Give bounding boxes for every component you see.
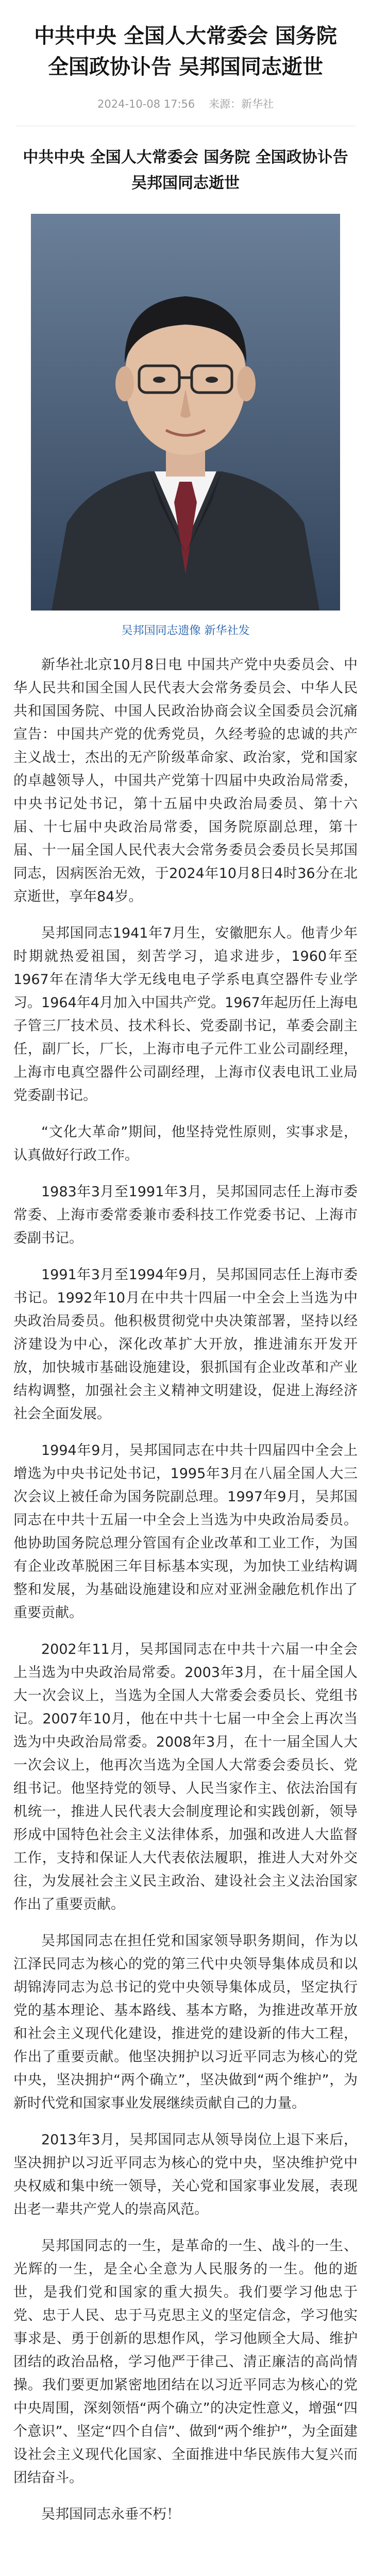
closing-line: 吴邦国同志永垂不朽！ — [41, 2506, 180, 2522]
paragraph: 1991年3月至1994年9月，吴邦国同志任上海市委书记。1992年10月在中共十四届一中全会上当选为中央政治局委员。他积极贯彻党中央决策部署，坚持以经济建设为中心，深化改革扩大开放，推进浦东开发开放，加快城市基础设施建设，狠抓国有企业改革和产业结构调整，加强社会主义精神文明建设，促进上海经济社会全面发展。 — [13, 1267, 358, 1422]
paragraph: 新华社北京10月8日电 中国共产党中央委员会、中华人民共和国全国人民代表大会常务委员会、中华人民共和国国务院、中国人民政治协商会议全国委员会沉痛宣告：中国共产党的优秀党员，久经考验的忠诚的共产主义战士，杰出的无产阶级革命家、政治家，党和国家的卓越领导人，中国共产党第十四届中央政治局常委，中央书记处书记，第十五届中央政治局委员、第十六届、十七届中央政治局常委，国务院原副总理，第十届、十一届全国人民代表大会常务委员会委员长吴邦国同志，因病医治无效，于2024年10月8日4时36分在北京逝世，享年84岁。 — [13, 657, 358, 905]
paragraph: 吴邦国同志的一生，是革命的一生、战斗的一生、光辉的一生，是全心全意为人民服务的一生。他的逝世，是我们党和国家的重大损失。我们要学习他忠于党、忠于人民、忠于马克思主义的坚定信念，学习他实事求是、勇于创新的思想作风，学习他顾全大局、维护团结的政治品格，学习他严于律己、清正廉洁的高尚情操。我们要更加紧密地团结在以习近平同志为核心的党中央周围，深刻领悟“两个确立”的决定性意义，增强“四个意识”、坚定“四个自信”、做到“两个维护”，为全面建设社会主义现代化国家、全面推进中华民族伟大复兴而团结奋斗。 — [13, 2238, 358, 2486]
portrait-photo — [31, 214, 340, 611]
paragraph: 吴邦国同志1941年7月生，安徽肥东人。他青少年时期就热爱祖国，刻苦学习，追求进步，1960年至1967年在清华大学无线电电子学系电真空器件专业学习。1964年4月加入中国共产党。1967年起历任上海电子管三厂技术员、技术科长、党委副书记，革委会副主任，副厂长，厂长，上海市电子元件工业公司副经理，上海市电真空器件公司副经理，上海市仪表电讯工业局党委副书记。 — [13, 925, 358, 1104]
page-title: 中共中央 全国人大常委会 国务院 全国政协讣告 吴邦国同志逝世 — [34, 24, 337, 79]
paragraph: 1983年3月至1991年3月，吴邦国同志任上海市委常委、上海市委常委兼市委科技工作党委书记、上海市委副书记。 — [13, 1184, 358, 1246]
body-heading: 中共中央 全国人大常委会 国务院 全国政协讣告 吴邦国同志逝世 — [23, 148, 348, 192]
photo-caption: 吴邦国同志遗像 新华社发 — [121, 624, 250, 637]
paragraph: 2013年3月，吴邦国同志从领导岗位上退下来后，坚决拥护以习近平同志为核心的党中央，坚决维护党中央权威和集中统一领导，关心党和国家事业发展，表现出老一辈共产党人的崇高风范。 — [13, 2132, 358, 2217]
article-body — [13, 653, 358, 2526]
article-meta — [21, 96, 350, 111]
paragraph: 吴邦国同志在担任党和国家领导职务期间，作为以江泽民同志为核心的党的第三代中央领导集体成员和以胡锦涛同志为总书记的党中央领导集体成员，坚定执行党的基本理论、基本路线、基本方略，为推进改革开放和社会主义现代化建设，推进党的建设新的伟大工程，作出了重要贡献。他坚决拥护以习近平同志为核心的党中央，坚决拥护“两个确立”，坚决做到“两个维护”，为新时代党和国家事业发展继续贡献自己的力量。 — [13, 1933, 358, 2111]
paragraph: 2002年11月，吴邦国同志在中共十六届一中全会上当选为中央政治局常委。2003年3月，在十届全国人大一次会议上，当选为全国人大常委会委员长、党组书记。2007年10月，他在中共十七届一中全会上再次当选为中央政治局常委。2008年3月，在十一届全国人大一次会议上，他再次当选为全国人大常委会委员长、党组书记。他坚持党的领导、人民当家作主、依法治国有机统一，推进人民代表大会制度理论和实践创新，领导形成中国特色社会主义法律体系，加强和改进人大监督工作，支持和保证人大代表依法履职，推进人大对外交往，为发展社会主义民主政治、建设社会主义法治国家作出了重要贡献。 — [13, 1641, 358, 1912]
publish-date: 2024-10-08 17:56 — [97, 98, 195, 110]
article-source: 来源：新华社 — [208, 98, 274, 110]
portrait-illustration — [31, 214, 340, 611]
paragraph: 1994年9月，吴邦国同志在中共十四届四中全会上增选为中央书记处书记，1995年3月在八届全国人大三次会议上被任命为国务院副总理。1997年9月，吴邦国同志在中共十五届一中全会上当选为中央政治局委员。他协助国务院总理分管国有企业改革和工业工作，为国有企业改革脱困三年目标基本实现，为加快工业结构调整和发展，为基础设施建设和应对亚洲金融危机作出了重要贡献。 — [13, 1443, 358, 1621]
paragraph: “文化大革命”期间，他坚持党性原则，实事求是，认真做好行政工作。 — [13, 1124, 358, 1163]
article-header — [0, 0, 371, 111]
